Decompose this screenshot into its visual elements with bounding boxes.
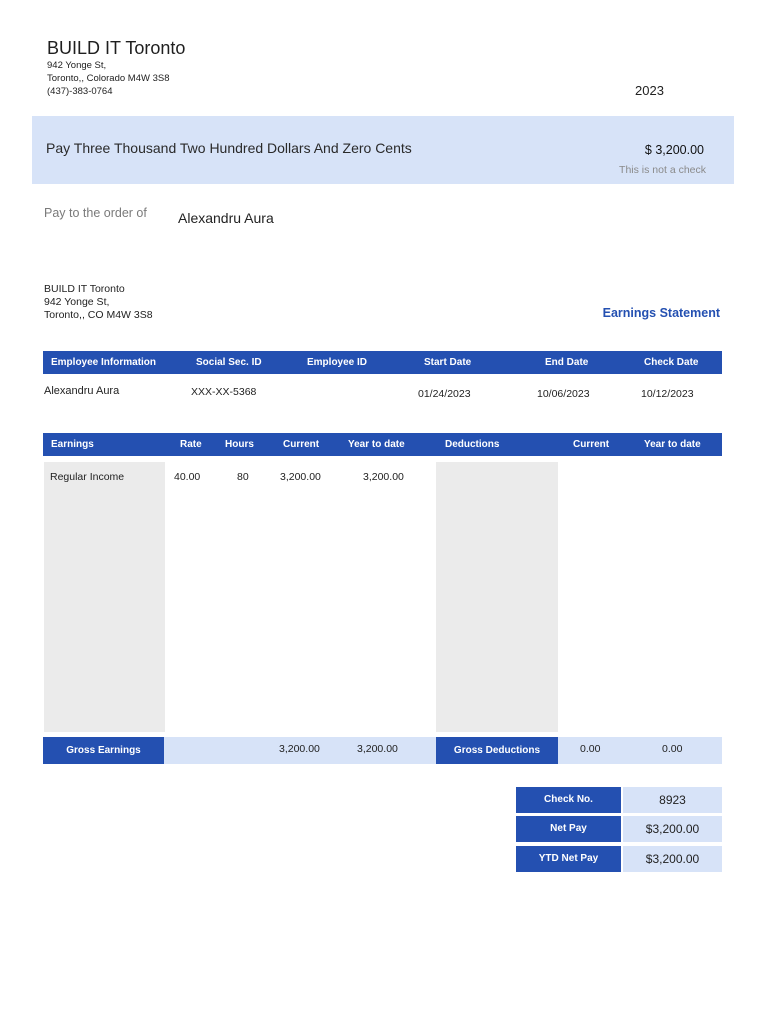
gross-earnings-label: Gross Earnings: [43, 737, 164, 764]
header-deductions: Deductions: [445, 439, 500, 450]
header-employee-information: Employee Information: [51, 357, 157, 368]
employee-start-date: 01/24/2023: [418, 388, 471, 400]
gross-deductions-label: Gross Deductions: [436, 737, 558, 764]
net-pay-value: $3,200.00: [623, 816, 722, 842]
employee-end-date: 10/06/2023: [537, 388, 590, 400]
earnings-table-header: [43, 433, 722, 456]
earning-row-current: 3,200.00: [280, 471, 321, 483]
statement-year: 2023: [635, 83, 664, 98]
header-earnings: Earnings: [51, 439, 94, 450]
gross-earnings-ytd: 3,200.00: [357, 743, 398, 755]
employee-check-date: 10/12/2023: [641, 388, 694, 400]
ytd-net-pay-value: $3,200.00: [623, 846, 722, 872]
header-deductions-year-to-date: Year to date: [644, 439, 701, 450]
header-start-date: Start Date: [424, 357, 472, 368]
company-address-line1: 942 Yonge St,: [47, 60, 107, 71]
company-phone: (437)-383-0764: [47, 86, 113, 97]
gross-earnings-current: 3,200.00: [279, 743, 320, 755]
header-year-to-date: Year to date: [348, 439, 405, 450]
ytd-net-pay-label: YTD Net Pay: [516, 846, 621, 872]
header-hours: Hours: [225, 439, 254, 450]
employee-table-header: [43, 351, 722, 374]
header-social-sec-id: Social Sec. ID: [196, 357, 262, 368]
header-employee-id: Employee ID: [307, 357, 368, 368]
header-current: Current: [283, 439, 320, 450]
earning-row-hours: 80: [237, 471, 249, 483]
net-pay-label: Net Pay: [516, 816, 621, 842]
employer-address-line2: Toronto,, CO M4W 3S8: [44, 309, 153, 321]
earning-row-ytd: 3,200.00: [363, 471, 404, 483]
pay-to-order-label: Pay to the order of: [44, 206, 147, 220]
company-name: BUILD IT Toronto: [47, 38, 186, 58]
not-a-check-note: This is not a check: [619, 164, 706, 176]
deductions-label-column: [436, 462, 558, 732]
gross-deductions-ytd: 0.00: [662, 743, 683, 755]
header-end-date: End Date: [545, 357, 589, 368]
earning-row-rate: 40.00: [174, 471, 201, 483]
earning-row-label: Regular Income: [50, 471, 125, 483]
amount-in-words: Pay Three Thousand Two Hundred Dollars And Zero Cents: [46, 140, 412, 156]
payee-name: Alexandru Aura: [178, 210, 274, 226]
header-check-date: Check Date: [644, 357, 699, 368]
earnings-statement-title: Earnings Statement: [602, 306, 720, 320]
pay-amount: $ 3,200.00: [644, 143, 704, 157]
earnings-label-column: [44, 462, 165, 732]
employer-address-line1: 942 Yonge St,: [44, 296, 110, 308]
company-address-line2: Toronto,, Colorado M4W 3S8: [47, 73, 170, 84]
header-rate: Rate: [180, 439, 202, 450]
check-no-value: 8923: [623, 787, 722, 813]
employer-name: BUILD IT Toronto: [44, 283, 125, 295]
header-deductions-current: Current: [573, 439, 610, 450]
gross-deductions-current: 0.00: [580, 743, 601, 755]
employee-name: Alexandru Aura: [44, 385, 120, 397]
check-no-label: Check No.: [516, 787, 621, 813]
employee-ssn: XXX-XX-5368: [191, 386, 257, 398]
